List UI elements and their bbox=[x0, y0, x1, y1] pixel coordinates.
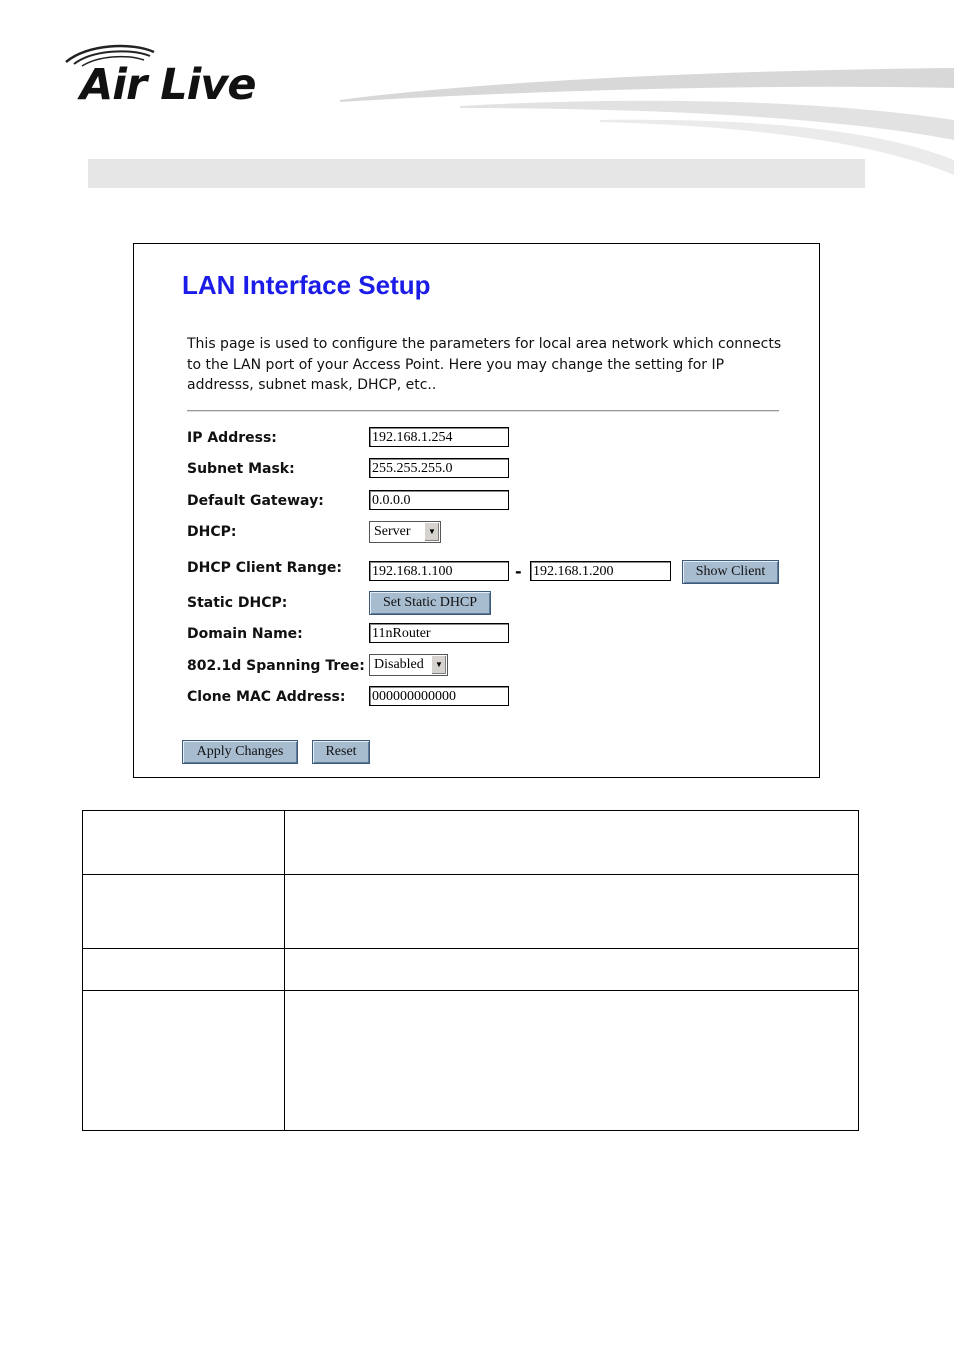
table-cell bbox=[285, 875, 858, 948]
dhcp-select[interactable] bbox=[369, 521, 441, 543]
ip-address-label: IP Address: bbox=[187, 430, 277, 446]
divider bbox=[187, 410, 779, 412]
spanning-tree-select[interactable] bbox=[369, 654, 448, 676]
dhcp-label: DHCP: bbox=[187, 524, 237, 540]
set-static-dhcp-button[interactable]: Set Static DHCP bbox=[369, 591, 491, 615]
section-header-band bbox=[88, 159, 865, 188]
apply-changes-button[interactable]: Apply Changes bbox=[182, 740, 298, 764]
spanning-tree-selected-value: Disabled bbox=[374, 657, 424, 672]
logo-text: Air Live bbox=[80, 60, 256, 110]
dropdown-arrow-icon[interactable]: ▼ bbox=[424, 523, 439, 541]
table-row bbox=[83, 991, 858, 1130]
show-client-button[interactable]: Show Client bbox=[682, 560, 779, 584]
airlive-logo bbox=[62, 40, 292, 112]
parameter-table bbox=[82, 810, 859, 1131]
table-cell bbox=[285, 991, 858, 1130]
domain-name-input[interactable]: 11nRouter bbox=[369, 623, 509, 643]
page-title: LAN Interface Setup bbox=[182, 270, 431, 300]
reset-button[interactable]: Reset bbox=[312, 740, 370, 764]
table-cell bbox=[285, 949, 858, 990]
subnet-mask-label: Subnet Mask: bbox=[187, 461, 295, 477]
clone-mac-input[interactable]: 000000000000 bbox=[369, 686, 509, 706]
ip-address-input[interactable]: 192.168.1.254 bbox=[369, 427, 509, 447]
range-separator: - bbox=[515, 562, 522, 581]
dhcp-range-start-input[interactable]: 192.168.1.100 bbox=[369, 561, 509, 581]
table-cell bbox=[83, 875, 285, 948]
page-description: This page is used to configure the parameters for local area network which connects to the LAN port of your Access Point. Here you may change the setting for IP addresss, subnet mask, DHCP, etc.. bbox=[187, 336, 782, 393]
table-cell bbox=[83, 811, 285, 874]
clone-mac-label: Clone MAC Address: bbox=[187, 689, 346, 705]
dhcp-selected-value: Server bbox=[374, 524, 411, 539]
default-gateway-input[interactable]: 0.0.0.0 bbox=[369, 490, 509, 510]
default-gateway-label: Default Gateway: bbox=[187, 493, 324, 509]
table-cell bbox=[83, 949, 285, 990]
spanning-tree-label: 802.1d Spanning Tree: bbox=[187, 658, 365, 674]
static-dhcp-label: Static DHCP: bbox=[187, 595, 288, 611]
dhcp-range-end-input[interactable]: 192.168.1.200 bbox=[530, 561, 671, 581]
dropdown-arrow-icon[interactable]: ▼ bbox=[431, 656, 446, 674]
table-cell bbox=[83, 991, 285, 1130]
table-cell bbox=[285, 811, 858, 874]
subnet-mask-input[interactable]: 255.255.255.0 bbox=[369, 458, 509, 478]
table-row bbox=[83, 875, 858, 949]
table-row bbox=[83, 949, 858, 991]
lan-setup-panel bbox=[133, 243, 820, 778]
table-row bbox=[83, 811, 858, 875]
domain-name-label: Domain Name: bbox=[187, 626, 303, 642]
dhcp-client-range-label: DHCP Client Range: bbox=[187, 560, 342, 576]
